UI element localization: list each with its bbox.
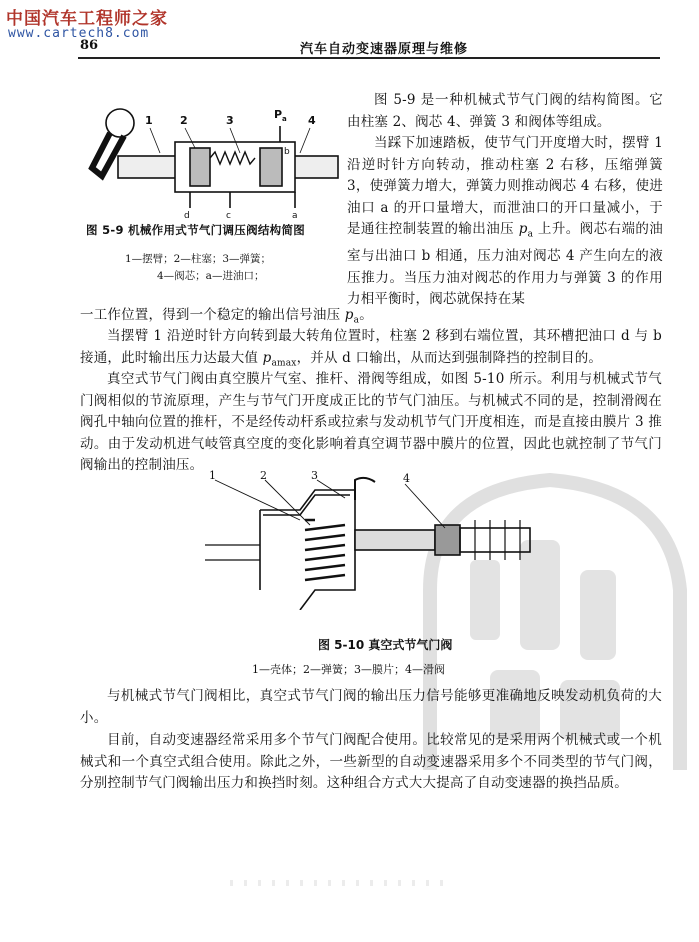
paragraph-4: 真空式节气门阀由真空膜片气室、推杆、滑阀等组成，如图 5-10 所示。利用与机械式节气门阀相似的节流原理，产生与节气门开度成正比的节气门油压。与机械式不同的是，控制滑阀在阀孔中轴向位置的推杆，不是经传动杆系或拉索与发动机节气门开度相连，而是直接由膜片 3 推动。由于发动机进气岐管真空度的变化影响着真空调节器中膜片的位置，因此也就控制了节气门阀输出的控制油压。 xyxy=(80,371,662,473)
figure-5-9-legend-line2: 4—阀芯；a—进油口； xyxy=(157,270,265,282)
running-title: 汽车自动变速器原理与维修 xyxy=(300,42,469,57)
paragraph-1: 图 5-9 是一种机械式节气门阀的结构简图。它由柱塞 2、阀芯 4、弹簧 3 和阀体等组成。 xyxy=(347,92,663,130)
fig59-label-d: d xyxy=(184,211,190,220)
paragraph-intro xyxy=(347,90,663,311)
fig510-label-4: 4 xyxy=(403,472,410,485)
fig59-label-2: 2 xyxy=(180,114,188,127)
fig510-label-2: 2 xyxy=(260,470,267,482)
figure-5-9-diagram xyxy=(80,98,350,220)
fig59-label-p: P xyxy=(274,108,283,121)
paragraph-3: 当摆臂 1 沿逆时针方向转到最大转角位置时，柱塞 2 移到右端位置，其环槽把油口 d 与 b 接通，此时输出压力达最大值 $p_{amax}$，并从 d 口输出，从而达到强制降挡的控制目的。 xyxy=(80,328,662,369)
figure-5-10-legend: 1—壳体；2—弹簧；3—膜片；4—滑阀 xyxy=(252,663,445,676)
figure-5-9-legend-line1: 1—摆臂；2—柱塞；3—弹簧； xyxy=(125,253,272,265)
figure-5-9-caption: 图 5-9 机械作用式节气门调压阀结构简图 xyxy=(86,223,306,237)
paragraph-5: 与机械式节气门阀相比，真空式节气门阀的输出压力信号能够更准确地反映发动机负荷的大小。 xyxy=(80,688,662,726)
fig59-label-b: b xyxy=(284,147,290,157)
fig59-label-a: a xyxy=(292,211,298,220)
paragraph-2-part-1: 当踩下加速踏板，使节气门开度增大时，摆臂 1 沿逆时针方向转动，推动柱塞 2 右移，压缩弹簧 3，使弹簧力增大，弹簧力则推动阀芯 4 右移，使进油口 a 的开口量增大，而泄油口的开口量减小，于是通往控制装置的输出油压 $p_a$ 上升。阀芯右端的油室与出油口 b 相通，压力油对阀芯 4 产生向左的液压推力。当压力油对阀芯的作用力与弹簧 3 的作用力相平衡时，阀芯就保持在某 xyxy=(347,135,663,308)
watermark-site-url: www.cartech8.com xyxy=(8,26,150,41)
fig510-label-1: 1 xyxy=(209,470,216,482)
paragraph-2-part-2: 一工作位置，得到一个稳定的输出信号油压 $p_a$。 xyxy=(80,307,373,326)
fig59-label-p-sub: a xyxy=(282,115,287,123)
fig59-label-3: 3 xyxy=(226,114,234,127)
figure-5-10-caption: 图 5-10 真空式节气门阀 xyxy=(318,638,453,652)
fig510-label-3: 3 xyxy=(311,470,318,482)
watermark-site-name: 中国汽车工程师之家 xyxy=(6,9,168,29)
paragraph-6: 目前，自动变速器经常采用多个节气门阀配合使用。比较常见的是采用两个机械式或一个机械式和一个真空式组合使用。除此之外，一些新型的自动变速器采用多个不同类型的节气门阀，分别控制节气门阀输出压力和换挡时刻。这种组合方式大大提高了自动变速器的换挡品质。 xyxy=(80,732,662,791)
figure-5-10-diagram xyxy=(205,470,540,610)
fig59-label-4: 4 xyxy=(308,114,316,127)
fig59-label-1: 1 xyxy=(145,114,153,127)
fig59-label-c: c xyxy=(226,211,231,220)
header-rule xyxy=(78,57,660,59)
footer-smudge xyxy=(230,880,450,886)
page-number: 86 xyxy=(80,38,99,53)
